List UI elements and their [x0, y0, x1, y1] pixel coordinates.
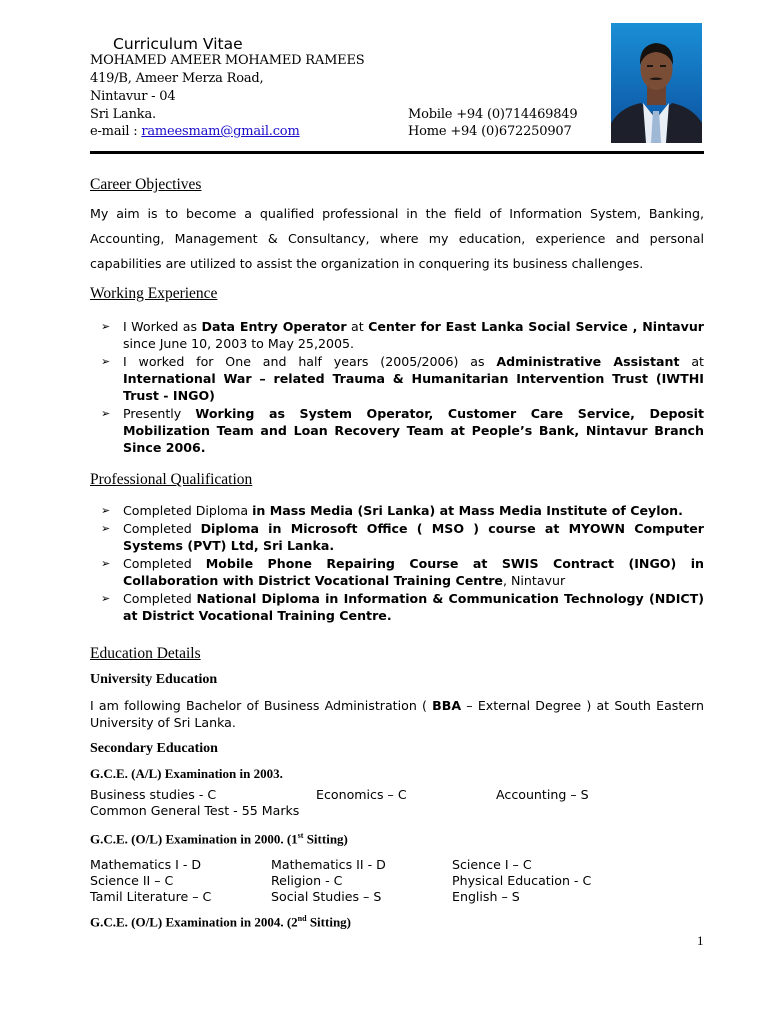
arrow-bullet-icon: ➢ [101, 592, 111, 606]
al-subject: Economics – C [316, 787, 407, 802]
page-number: 1 [697, 933, 704, 948]
arrow-bullet-icon: ➢ [101, 504, 111, 517]
arrow-bullet-icon: ➢ [101, 320, 111, 333]
ol-subject: Mathematics I - D [90, 857, 202, 872]
al-subject: Accounting – S [496, 787, 589, 802]
mobile-number: Mobile +94 (0)714469849 [408, 107, 578, 122]
arrow-bullet-icon: ➢ [101, 406, 111, 420]
address-line-1: 419/B, Ameer Merza Road, [90, 71, 264, 86]
arrow-bullet-icon: ➢ [101, 355, 111, 369]
list-item: ➢ Completed Mobile Phone Repairing Course at SWIS Contract (INGO) in Collaboration with District Vocational Training Centre, Nintavur [101, 556, 704, 589]
working-experience-list [90, 319, 704, 458]
ol-subject: Tamil Literature – C [90, 889, 212, 904]
address-line-3: Sri Lanka. [90, 107, 156, 122]
ol-second-sitting-heading: G.C.E. (O/L) Examination in 2004. (2nd Sitting) [90, 914, 351, 930]
arrow-bullet-icon: ➢ [101, 522, 111, 536]
candidate-name: MOHAMED AMEER MOHAMED RAMEES [90, 53, 365, 68]
university-education-heading: University Education [90, 672, 218, 687]
education-heading: Education Details [90, 645, 201, 662]
al-exam-heading: G.C.E. (A/L) Examination in 2003. [90, 766, 283, 781]
university-education-text: I am following Bachelor of Business Administration ( BBA – External Degree ) at South Eastern University of Sri Lanka. [90, 698, 704, 730]
arrow-bullet-icon: ➢ [101, 557, 111, 571]
ol-subject: Social Studies – S [271, 889, 382, 904]
professional-qualification-heading: Professional Qualification [90, 471, 253, 488]
secondary-education-heading: Secondary Education [90, 741, 218, 756]
profile-photo [611, 23, 702, 143]
al-general-test: Common General Test - 55 Marks [90, 803, 300, 818]
ol-subject: English – S [452, 889, 520, 904]
al-subject: Business studies - C [90, 787, 217, 802]
header-divider [90, 151, 704, 154]
list-item: ➢ I worked for One and half years (2005/2006) as Administrative Assistant at International War – related Trauma & Humanitarian Intervention Trust (IWTHI Trust - INGO) [101, 354, 704, 403]
address-line-2: Nintavur - 04 [90, 89, 176, 104]
email-link[interactable]: rameesmam@gmail.com [141, 124, 300, 139]
career-objectives-heading: Career Objectives [90, 176, 202, 193]
ol-subject: Mathematics II - D [271, 857, 386, 872]
qualification-list [90, 503, 704, 627]
cv-title: Curriculum Vitae [113, 35, 243, 53]
email-label: e-mail : [90, 124, 142, 139]
ol-subject: Physical Education - C [452, 873, 592, 888]
list-item: ➢ Completed Diploma in Microsoft Office ( MSO ) course at MYOWN Computer Systems (PVT) Ltd, Sri Lanka. [101, 521, 704, 554]
home-number: Home +94 (0)672250907 [408, 124, 572, 139]
list-item: ➢ I Worked as Data Entry Operator at Center for East Lanka Social Service , Nintavur since June 10, 2003 to May 25,2005. [101, 319, 704, 351]
working-experience-heading: Working Experience [90, 285, 218, 302]
ol-subject: Religion - C [271, 873, 343, 888]
ol-subject: Science I – C [452, 857, 532, 872]
list-item: ➢ Completed National Diploma in Information & Communication Technology (NDICT) at District Vocational Training Centre. [101, 591, 704, 624]
list-item: ➢ Completed Diploma in Mass Media (Sri Lanka) at Mass Media Institute of Ceylon. [101, 503, 683, 518]
list-item: ➢ Presently Working as System Operator, Customer Care Service, Deposit Mobilization Team and Loan Recovery Team at People’s Bank, Nintavur Branch Since 2006. [101, 405, 704, 455]
ol-subject: Science II – C [90, 873, 174, 888]
career-objectives-text: My aim is to become a qualified professional in the field of Information System, Banking, Accounting, Management & Consultancy, where my education, experience and personal capabilities are utilized to assist the organization in conquering its business challenges. [90, 206, 704, 271]
email-line [90, 123, 300, 141]
ol-first-sitting-heading: G.C.E. (O/L) Examination in 2000. (1st Sitting) [90, 831, 348, 847]
